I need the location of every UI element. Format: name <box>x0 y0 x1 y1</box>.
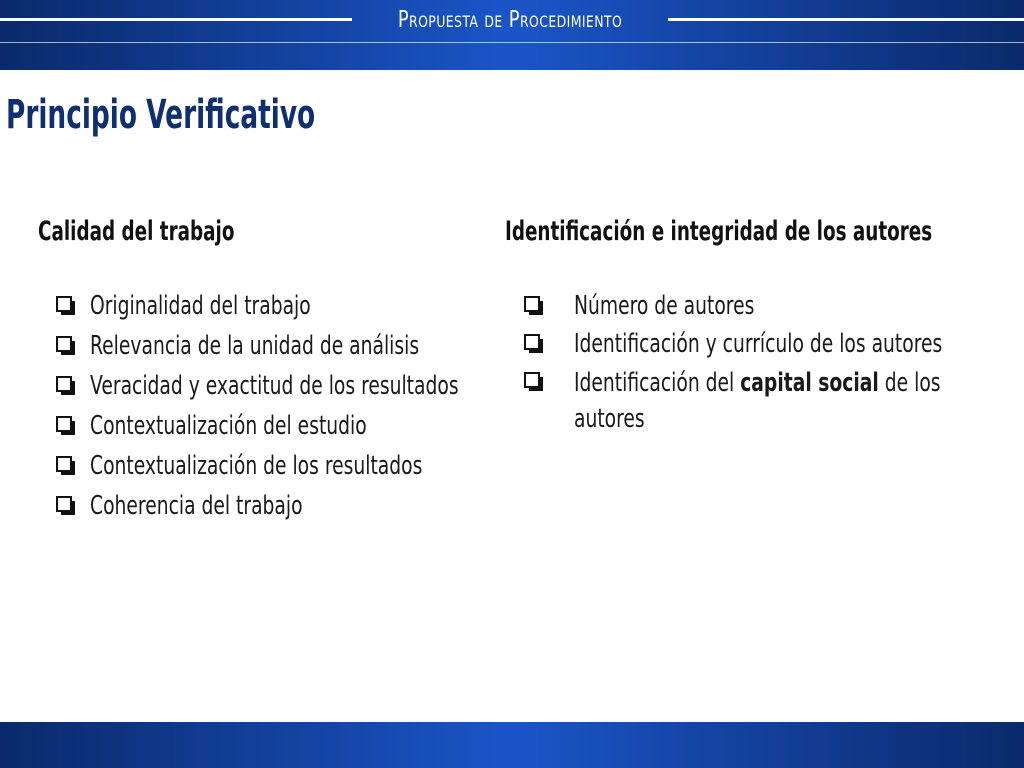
checkbox-icon <box>56 296 72 312</box>
list-item-text-before: Identificación del <box>574 368 741 398</box>
list-item-text-bold: capital social <box>740 368 879 398</box>
list-item-label: Identificación y currículo de los autores <box>574 329 943 359</box>
list-item <box>56 449 602 489</box>
list-item <box>56 369 602 409</box>
list-item-label: Originalidad del trabajo <box>90 291 311 321</box>
list-item-label: Veracidad y exactitud de los resultados <box>90 371 459 401</box>
list-item <box>56 289 602 329</box>
left-column-heading: Calidad del trabajo <box>38 216 235 247</box>
header-rule-left <box>0 18 352 21</box>
header-band <box>0 0 1024 70</box>
quality-checklist <box>56 289 602 529</box>
checkbox-icon <box>524 296 540 312</box>
list-item-label: Número de autores <box>574 291 755 321</box>
list-item-label: Coherencia del trabajo <box>90 491 303 521</box>
header-rule-right <box>668 18 1024 21</box>
right-column-heading: Identificación e integridad de los autores <box>505 216 933 247</box>
list-item <box>56 329 602 369</box>
list-item-label: Contextualización de los resultados <box>90 451 423 481</box>
list-item <box>524 289 1024 327</box>
list-item <box>524 365 1024 437</box>
checkbox-icon <box>524 372 540 388</box>
header-title: Propuesta de Procedimiento <box>397 7 623 33</box>
list-item-label <box>574 365 956 437</box>
list-item-label: Contextualización del estudio <box>90 411 367 441</box>
checkbox-icon <box>56 456 72 472</box>
list-item-label: Relevancia de la unidad de análisis <box>90 331 420 361</box>
checkbox-icon <box>56 336 72 352</box>
list-item <box>56 409 602 449</box>
header-rule-thin <box>0 42 1024 43</box>
checkbox-icon <box>524 334 540 350</box>
checkbox-icon <box>56 496 72 512</box>
list-item <box>524 327 1024 365</box>
list-item-text-after: de los autores <box>574 368 941 434</box>
list-item <box>56 489 602 529</box>
checkbox-icon <box>56 416 72 432</box>
authors-checklist <box>524 289 1024 437</box>
checkbox-icon <box>56 376 72 392</box>
page-title: Principio Verificativo <box>6 92 316 138</box>
footer-band <box>0 722 1024 768</box>
